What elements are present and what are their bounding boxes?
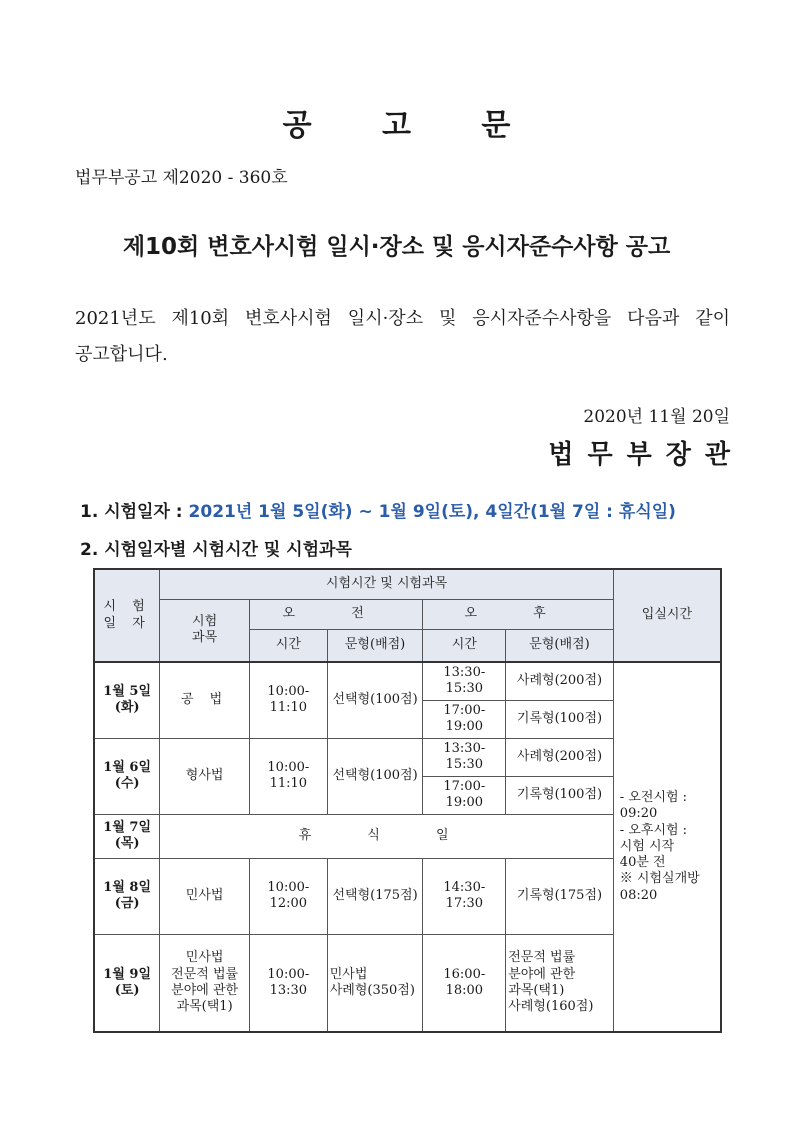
row-date: 1월 9일 (토): [94, 934, 160, 1032]
header-afternoon: 오 후: [423, 599, 613, 629]
body-text-line1: 2021년도 제10회 변호사시험 일시·장소 및 응시자준수사항을 다음과 같이: [75, 308, 730, 329]
row-pm-type: 기록형(100점): [506, 700, 614, 738]
row-rest-day: 휴 식 일: [160, 814, 614, 858]
entry-time-notes: - 오전시험 : 09:20 - 오후시험 : 시험 시작 40분 전 ※ 시험실개방 08:20: [613, 662, 721, 1032]
header-subject: 시험 과목: [160, 599, 250, 662]
row-date: 1월 6일 (수): [94, 738, 160, 814]
row-am-type: 선택형(100점): [327, 662, 423, 738]
row-subject: 공 법: [160, 662, 250, 738]
exam-schedule-table: [93, 568, 722, 1033]
notice-number: 법무부공고 제2020 - 360호: [75, 168, 288, 188]
header-morning: 오 전: [249, 599, 422, 629]
row-pm-time: 14:30-17:30: [423, 858, 506, 934]
row-subject: 민사법 전문적 법률 분야에 관한 과목(택1): [160, 934, 250, 1032]
row-date: 1월 5일 (화): [94, 662, 160, 738]
row-pm-type: 전문적 법률 분야에 관한 과목(택1) 사례형(160점): [506, 934, 614, 1032]
section-exam-dates-label: 1. 시험일자 :: [80, 502, 189, 522]
row-pm-time: 17:00-19:00: [423, 700, 506, 738]
header-time-subject: 시험시간 및 시험과목: [160, 569, 614, 599]
section-exam-dates: [80, 497, 676, 522]
table-row: [94, 662, 721, 700]
row-am-time: 10:00-11:10: [249, 662, 327, 738]
header-am-time: 시간: [249, 629, 327, 662]
headline: 제10회 변호사시험 일시·장소 및 응시자준수사항 공고: [122, 234, 671, 260]
page-title: 공 고 문: [282, 108, 541, 143]
section-exam-dates-value: 2021년 1월 5일(화) ~ 1월 9일(토), 4일간(1월 7일 : 휴식일): [188, 502, 676, 522]
header-am-type: 문형(배점): [327, 629, 423, 662]
header-exam-date: 시 험 일 자: [94, 569, 160, 662]
row-pm-type: 기록형(100점): [506, 776, 614, 814]
row-pm-time: 17:00-19:00: [423, 776, 506, 814]
row-am-type: 선택형(175점): [327, 858, 423, 934]
row-am-type: 민사법 사례형(350점): [327, 934, 423, 1032]
row-date: 1월 7일 (목): [94, 814, 160, 858]
section-schedule-title: 2. 시험일자별 시험시간 및 시험과목: [80, 540, 352, 560]
minister-signature: 법무부장관: [548, 440, 744, 470]
body-text-line2: 공고합니다.: [75, 344, 168, 365]
row-pm-type: 사례형(200점): [506, 662, 614, 700]
row-subject: 민사법: [160, 858, 250, 934]
row-am-type: 선택형(100점): [327, 738, 423, 814]
header-pm-type: 문형(배점): [506, 629, 614, 662]
row-pm-time: 13:30-15:30: [423, 662, 506, 700]
row-date: 1월 8일 (금): [94, 858, 160, 934]
row-am-time: 10:00-13:30: [249, 934, 327, 1032]
row-am-time: 10:00-11:10: [249, 738, 327, 814]
header-pm-time: 시간: [423, 629, 506, 662]
header-entry-time: 입실시간: [613, 569, 721, 662]
row-pm-type: 기록형(175점): [506, 858, 614, 934]
row-subject: 형사법: [160, 738, 250, 814]
row-pm-type: 사례형(200점): [506, 738, 614, 776]
row-pm-time: 13:30-15:30: [423, 738, 506, 776]
row-pm-time: 16:00-18:00: [423, 934, 506, 1032]
notice-date: 2020년 11월 20일: [583, 407, 730, 427]
row-am-time: 10:00-12:00: [249, 858, 327, 934]
